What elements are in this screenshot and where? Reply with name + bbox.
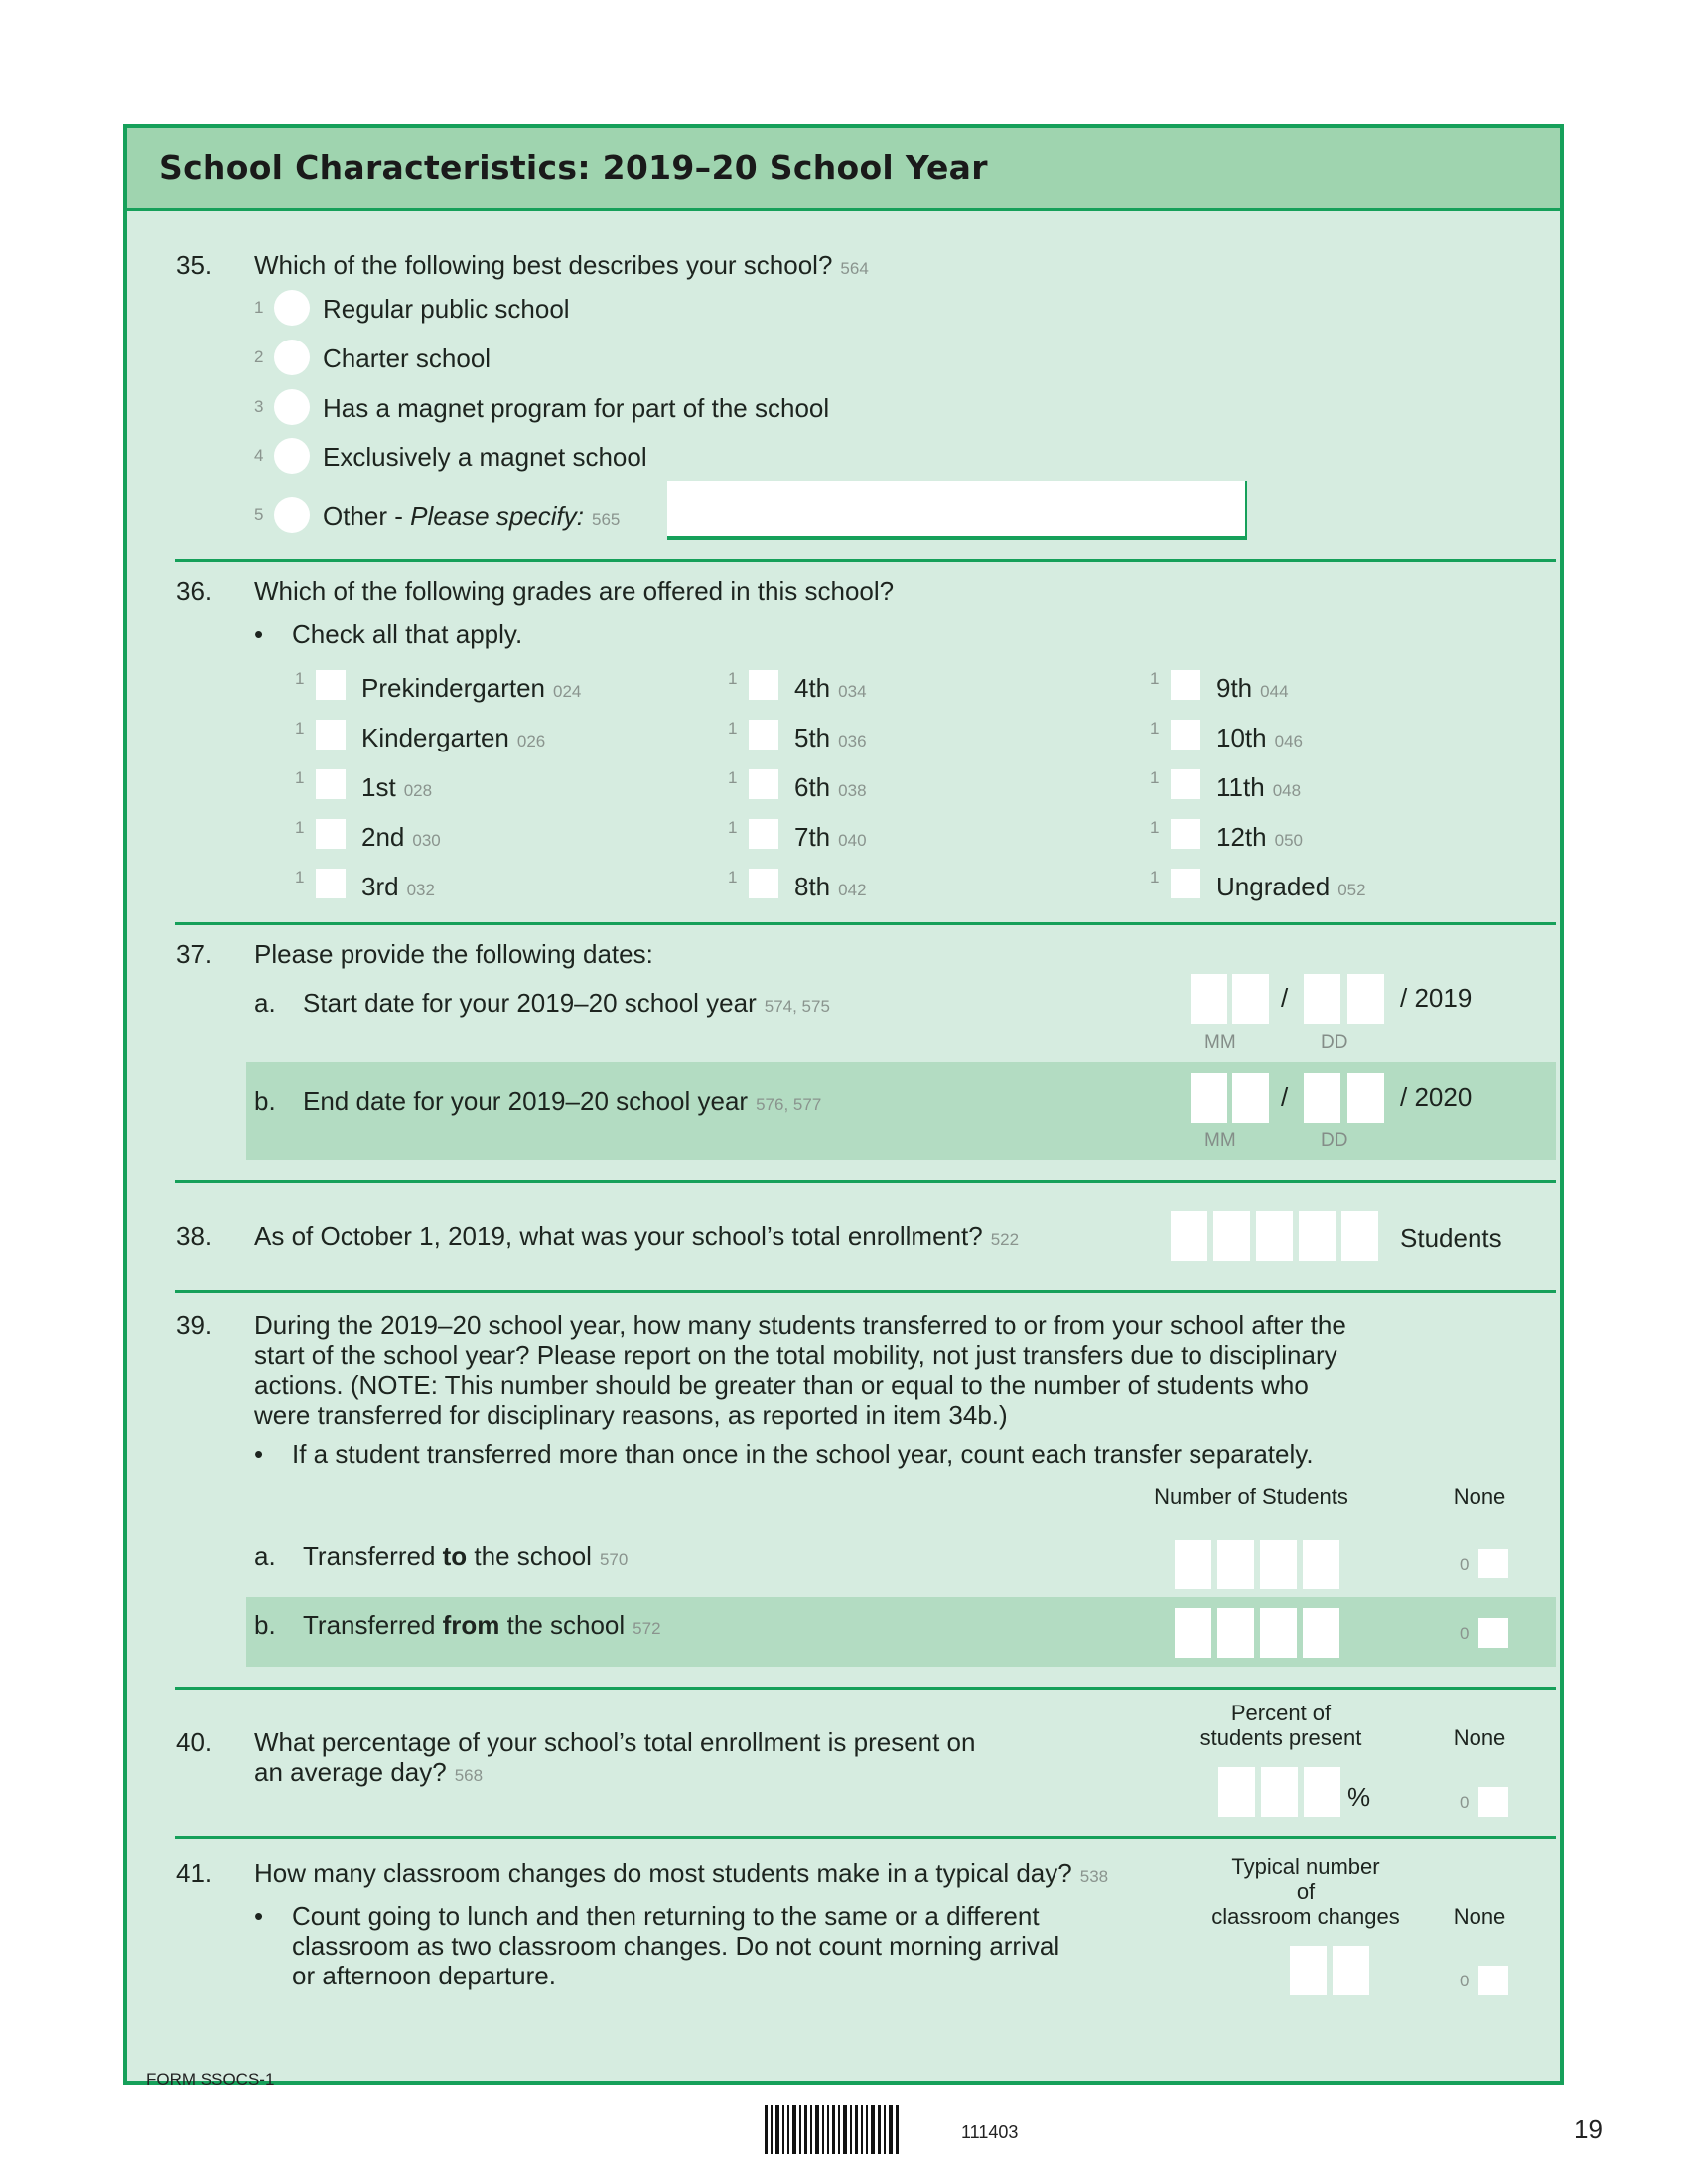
none-header: None bbox=[1453, 1484, 1506, 1509]
checkbox[interactable] bbox=[316, 819, 346, 849]
grade-label: Prekindergarten 024 bbox=[361, 673, 582, 703]
q41-instruction-2: classroom as two classroom changes. Do not count morning arrival bbox=[292, 1931, 1060, 1961]
q35-code: 564 bbox=[840, 259, 869, 278]
grade-code: 1 bbox=[295, 818, 305, 837]
none-code: 0 bbox=[1460, 1793, 1470, 1812]
checkbox[interactable] bbox=[1171, 720, 1200, 750]
checkbox[interactable] bbox=[749, 869, 778, 898]
checkbox[interactable] bbox=[316, 720, 346, 750]
enrollment-digit-4[interactable] bbox=[1299, 1211, 1336, 1261]
divider bbox=[175, 1687, 1556, 1690]
transferred-to-digit-1[interactable] bbox=[1175, 1540, 1211, 1589]
q40-number: 40. bbox=[176, 1727, 212, 1757]
divider bbox=[175, 1290, 1556, 1293]
grade-code: 1 bbox=[1150, 719, 1160, 738]
grade-label: Kindergarten 026 bbox=[361, 723, 546, 752]
grade-code: 1 bbox=[295, 868, 305, 887]
q36-number: 36. bbox=[176, 576, 212, 606]
grade-code: 1 bbox=[295, 669, 305, 688]
q40-line-2: an average day? 568 bbox=[254, 1757, 484, 1787]
q39-line-3: actions. (NOTE: This number should be greater than or equal to the number of students who bbox=[254, 1370, 1309, 1400]
q38-number: 38. bbox=[176, 1221, 212, 1251]
none-header: None bbox=[1453, 1725, 1506, 1750]
checkbox[interactable] bbox=[749, 769, 778, 799]
classroom-changes-digit-2[interactable] bbox=[1333, 1946, 1369, 1995]
transferred-to-none-checkbox[interactable] bbox=[1478, 1549, 1508, 1578]
grade-label: 9th 044 bbox=[1216, 673, 1289, 703]
grade-label: 2nd 030 bbox=[361, 822, 441, 852]
end-day-digit-2[interactable] bbox=[1347, 1073, 1384, 1123]
q36-text: Which of the following grades are offered in this school? bbox=[254, 576, 895, 606]
grade-label: 10th 046 bbox=[1216, 723, 1303, 752]
grade-code: 1 bbox=[1150, 868, 1160, 887]
option-label bbox=[323, 501, 620, 532]
checkbox[interactable] bbox=[749, 720, 778, 750]
grade-code: 1 bbox=[728, 719, 738, 738]
number-of-students-header: Number of Students bbox=[1154, 1484, 1348, 1509]
grade-label: 3rd 032 bbox=[361, 872, 435, 901]
start-year: / 2019 bbox=[1400, 983, 1473, 1013]
please-specify-label: Please specify: bbox=[410, 501, 585, 531]
option-label: Charter school bbox=[323, 343, 492, 373]
percent-sign: % bbox=[1347, 1782, 1371, 1812]
grade-code: 1 bbox=[1150, 669, 1160, 688]
q39-number: 39. bbox=[176, 1310, 212, 1340]
start-month-digit-1[interactable] bbox=[1191, 974, 1227, 1024]
start-day-digit-1[interactable] bbox=[1304, 974, 1340, 1024]
transferred-to-digit-3[interactable] bbox=[1260, 1540, 1297, 1589]
grade-code: 1 bbox=[1150, 768, 1160, 787]
q41-number: 41. bbox=[176, 1858, 212, 1888]
date-separator: / bbox=[1281, 983, 1289, 1013]
option-code: 4 bbox=[254, 446, 264, 465]
option-label: Exclusively a magnet school bbox=[323, 442, 647, 472]
q35-number: 35. bbox=[176, 250, 212, 280]
q41-question: How many classroom changes do most students make in a typical day? 538 bbox=[254, 1858, 1109, 1888]
q35-text: Which of the following best describes your school? bbox=[254, 250, 833, 280]
q39-line-1: During the 2019–20 school year, how many students transferred to or from your school after the bbox=[254, 1310, 1346, 1340]
grade-code: 1 bbox=[728, 818, 738, 837]
grade-label: 1st 028 bbox=[361, 772, 433, 802]
percent-digit-1[interactable] bbox=[1218, 1767, 1255, 1817]
option-code: 2 bbox=[254, 347, 264, 366]
grade-label: 6th 038 bbox=[794, 772, 867, 802]
q38-question: As of October 1, 2019, what was your school’s total enrollment? 522 bbox=[254, 1221, 1020, 1251]
percent-digit-2[interactable] bbox=[1261, 1767, 1298, 1817]
grade-code: 1 bbox=[295, 768, 305, 787]
other-specify-input[interactable] bbox=[667, 481, 1247, 540]
checkbox[interactable] bbox=[1171, 670, 1200, 700]
section-header bbox=[127, 128, 1560, 211]
q37a-letter: a. bbox=[254, 988, 276, 1018]
transferred-to-digit-4[interactable] bbox=[1303, 1540, 1339, 1589]
grade-code: 1 bbox=[728, 669, 738, 688]
q35-question bbox=[254, 250, 869, 284]
percent-none-checkbox[interactable] bbox=[1478, 1787, 1508, 1817]
none-code: 0 bbox=[1460, 1555, 1470, 1573]
none-code: 0 bbox=[1460, 1972, 1470, 1990]
checkbox[interactable] bbox=[749, 670, 778, 700]
mm-label: MM bbox=[1204, 1130, 1236, 1151]
grade-code: 1 bbox=[1150, 818, 1160, 837]
grade-code: 1 bbox=[728, 868, 738, 887]
option-label: Has a magnet program for part of the school bbox=[323, 393, 830, 423]
section-title: School Characteristics: 2019–20 School Year bbox=[159, 148, 988, 187]
transferred-from-digit-4[interactable] bbox=[1303, 1608, 1339, 1658]
classroom-changes-digit-1[interactable] bbox=[1290, 1946, 1327, 1995]
date-separator: / bbox=[1281, 1082, 1289, 1112]
dd-label: DD bbox=[1321, 1032, 1348, 1053]
grade-label: 11th 048 bbox=[1216, 772, 1302, 802]
checkbox[interactable] bbox=[1171, 769, 1200, 799]
start-day-digit-2[interactable] bbox=[1347, 974, 1384, 1024]
q39-line-2: start of the school year? Please report on the total mobility, not just transfers due to disciplinary bbox=[254, 1340, 1337, 1370]
start-month-digit-2[interactable] bbox=[1232, 974, 1269, 1024]
q39-instruction: • If a student transferred more than once in the school year, count each transfer separately. bbox=[292, 1439, 1314, 1469]
q37a-text: Start date for your 2019–20 school year 574, 575 bbox=[303, 988, 830, 1018]
none-code: 0 bbox=[1460, 1624, 1470, 1643]
form-id: FORM SSOCS-1 bbox=[146, 2070, 275, 2089]
barcode-icon bbox=[765, 2105, 902, 2154]
classroom-changes-header: Typical number of classroom changes bbox=[1211, 1854, 1400, 1929]
end-day-digit-1[interactable] bbox=[1304, 1073, 1340, 1123]
classroom-changes-none-checkbox[interactable] bbox=[1478, 1966, 1508, 1995]
end-month-digit-1[interactable] bbox=[1191, 1073, 1227, 1123]
radio-button[interactable] bbox=[274, 438, 310, 474]
dd-label: DD bbox=[1321, 1130, 1348, 1151]
transferred-from-digit-1[interactable] bbox=[1175, 1608, 1211, 1658]
q37-text: Please provide the following dates: bbox=[254, 939, 653, 969]
transferred-to-digit-2[interactable] bbox=[1217, 1540, 1254, 1589]
checkbox[interactable] bbox=[316, 769, 346, 799]
divider bbox=[175, 922, 1556, 925]
transferred-from-none-checkbox[interactable] bbox=[1478, 1618, 1508, 1648]
grade-label: 4th 034 bbox=[794, 673, 867, 703]
enrollment-digit-3[interactable] bbox=[1256, 1211, 1293, 1261]
radio-button[interactable] bbox=[274, 497, 310, 533]
q41-instruction-1: • Count going to lunch and then returning to the same or a different bbox=[292, 1901, 1040, 1931]
checkbox[interactable] bbox=[1171, 819, 1200, 849]
grade-code: 1 bbox=[728, 768, 738, 787]
page-number: 19 bbox=[1574, 2115, 1603, 2144]
q37-number: 37. bbox=[176, 939, 212, 969]
other-label: Other - bbox=[323, 501, 411, 531]
q37b-text: End date for your 2019–20 school year 576, 577 bbox=[303, 1086, 822, 1116]
percent-digit-3[interactable] bbox=[1304, 1767, 1340, 1817]
q39a-text: Transferred to the school 570 bbox=[303, 1541, 629, 1570]
q39b-text: Transferred from the school 572 bbox=[303, 1610, 661, 1640]
q39b-letter: b. bbox=[254, 1610, 276, 1640]
grade-label: 8th 042 bbox=[794, 872, 867, 901]
specify-code: 565 bbox=[592, 510, 621, 529]
radio-button[interactable] bbox=[274, 340, 310, 375]
q36-instruction: • Check all that apply. bbox=[292, 619, 522, 649]
radio-button[interactable] bbox=[274, 290, 310, 326]
checkbox[interactable] bbox=[316, 869, 346, 898]
end-year: / 2020 bbox=[1400, 1082, 1473, 1112]
option-label: Regular public school bbox=[323, 294, 570, 324]
option-code: 3 bbox=[254, 397, 264, 416]
grade-label: Ungraded 052 bbox=[1216, 872, 1366, 901]
q39a-letter: a. bbox=[254, 1541, 276, 1570]
mm-label: MM bbox=[1204, 1032, 1236, 1053]
grade-label: 12th 050 bbox=[1216, 822, 1303, 852]
grade-code: 1 bbox=[295, 719, 305, 738]
q37b-letter: b. bbox=[254, 1086, 276, 1116]
grade-label: 5th 036 bbox=[794, 723, 867, 752]
transferred-from-digit-3[interactable] bbox=[1260, 1608, 1297, 1658]
end-month-digit-2[interactable] bbox=[1232, 1073, 1269, 1123]
q41-instruction-3: or afternoon departure. bbox=[292, 1961, 556, 1990]
option-code: 5 bbox=[254, 505, 264, 524]
barcode-number: 111403 bbox=[961, 2122, 1019, 2142]
radio-button[interactable] bbox=[274, 389, 310, 425]
option-code: 1 bbox=[254, 298, 264, 317]
checkbox[interactable] bbox=[749, 819, 778, 849]
checkbox[interactable] bbox=[316, 670, 346, 700]
enrollment-digit-1[interactable] bbox=[1171, 1211, 1207, 1261]
none-header: None bbox=[1453, 1904, 1506, 1929]
checkbox[interactable] bbox=[1171, 869, 1200, 898]
transferred-from-digit-2[interactable] bbox=[1217, 1608, 1254, 1658]
students-unit: Students bbox=[1400, 1223, 1502, 1253]
q39-line-4: were transferred for disciplinary reasons, as reported in item 34b.) bbox=[254, 1400, 1008, 1430]
grade-label: 7th 040 bbox=[794, 822, 867, 852]
q40-line-1: What percentage of your school’s total enrollment is present on bbox=[254, 1727, 976, 1757]
divider bbox=[175, 559, 1556, 562]
enrollment-digit-5[interactable] bbox=[1341, 1211, 1378, 1261]
divider bbox=[175, 1180, 1556, 1183]
percent-header: Percent of students present bbox=[1199, 1701, 1362, 1750]
enrollment-digit-2[interactable] bbox=[1213, 1211, 1250, 1261]
divider bbox=[175, 1836, 1556, 1839]
